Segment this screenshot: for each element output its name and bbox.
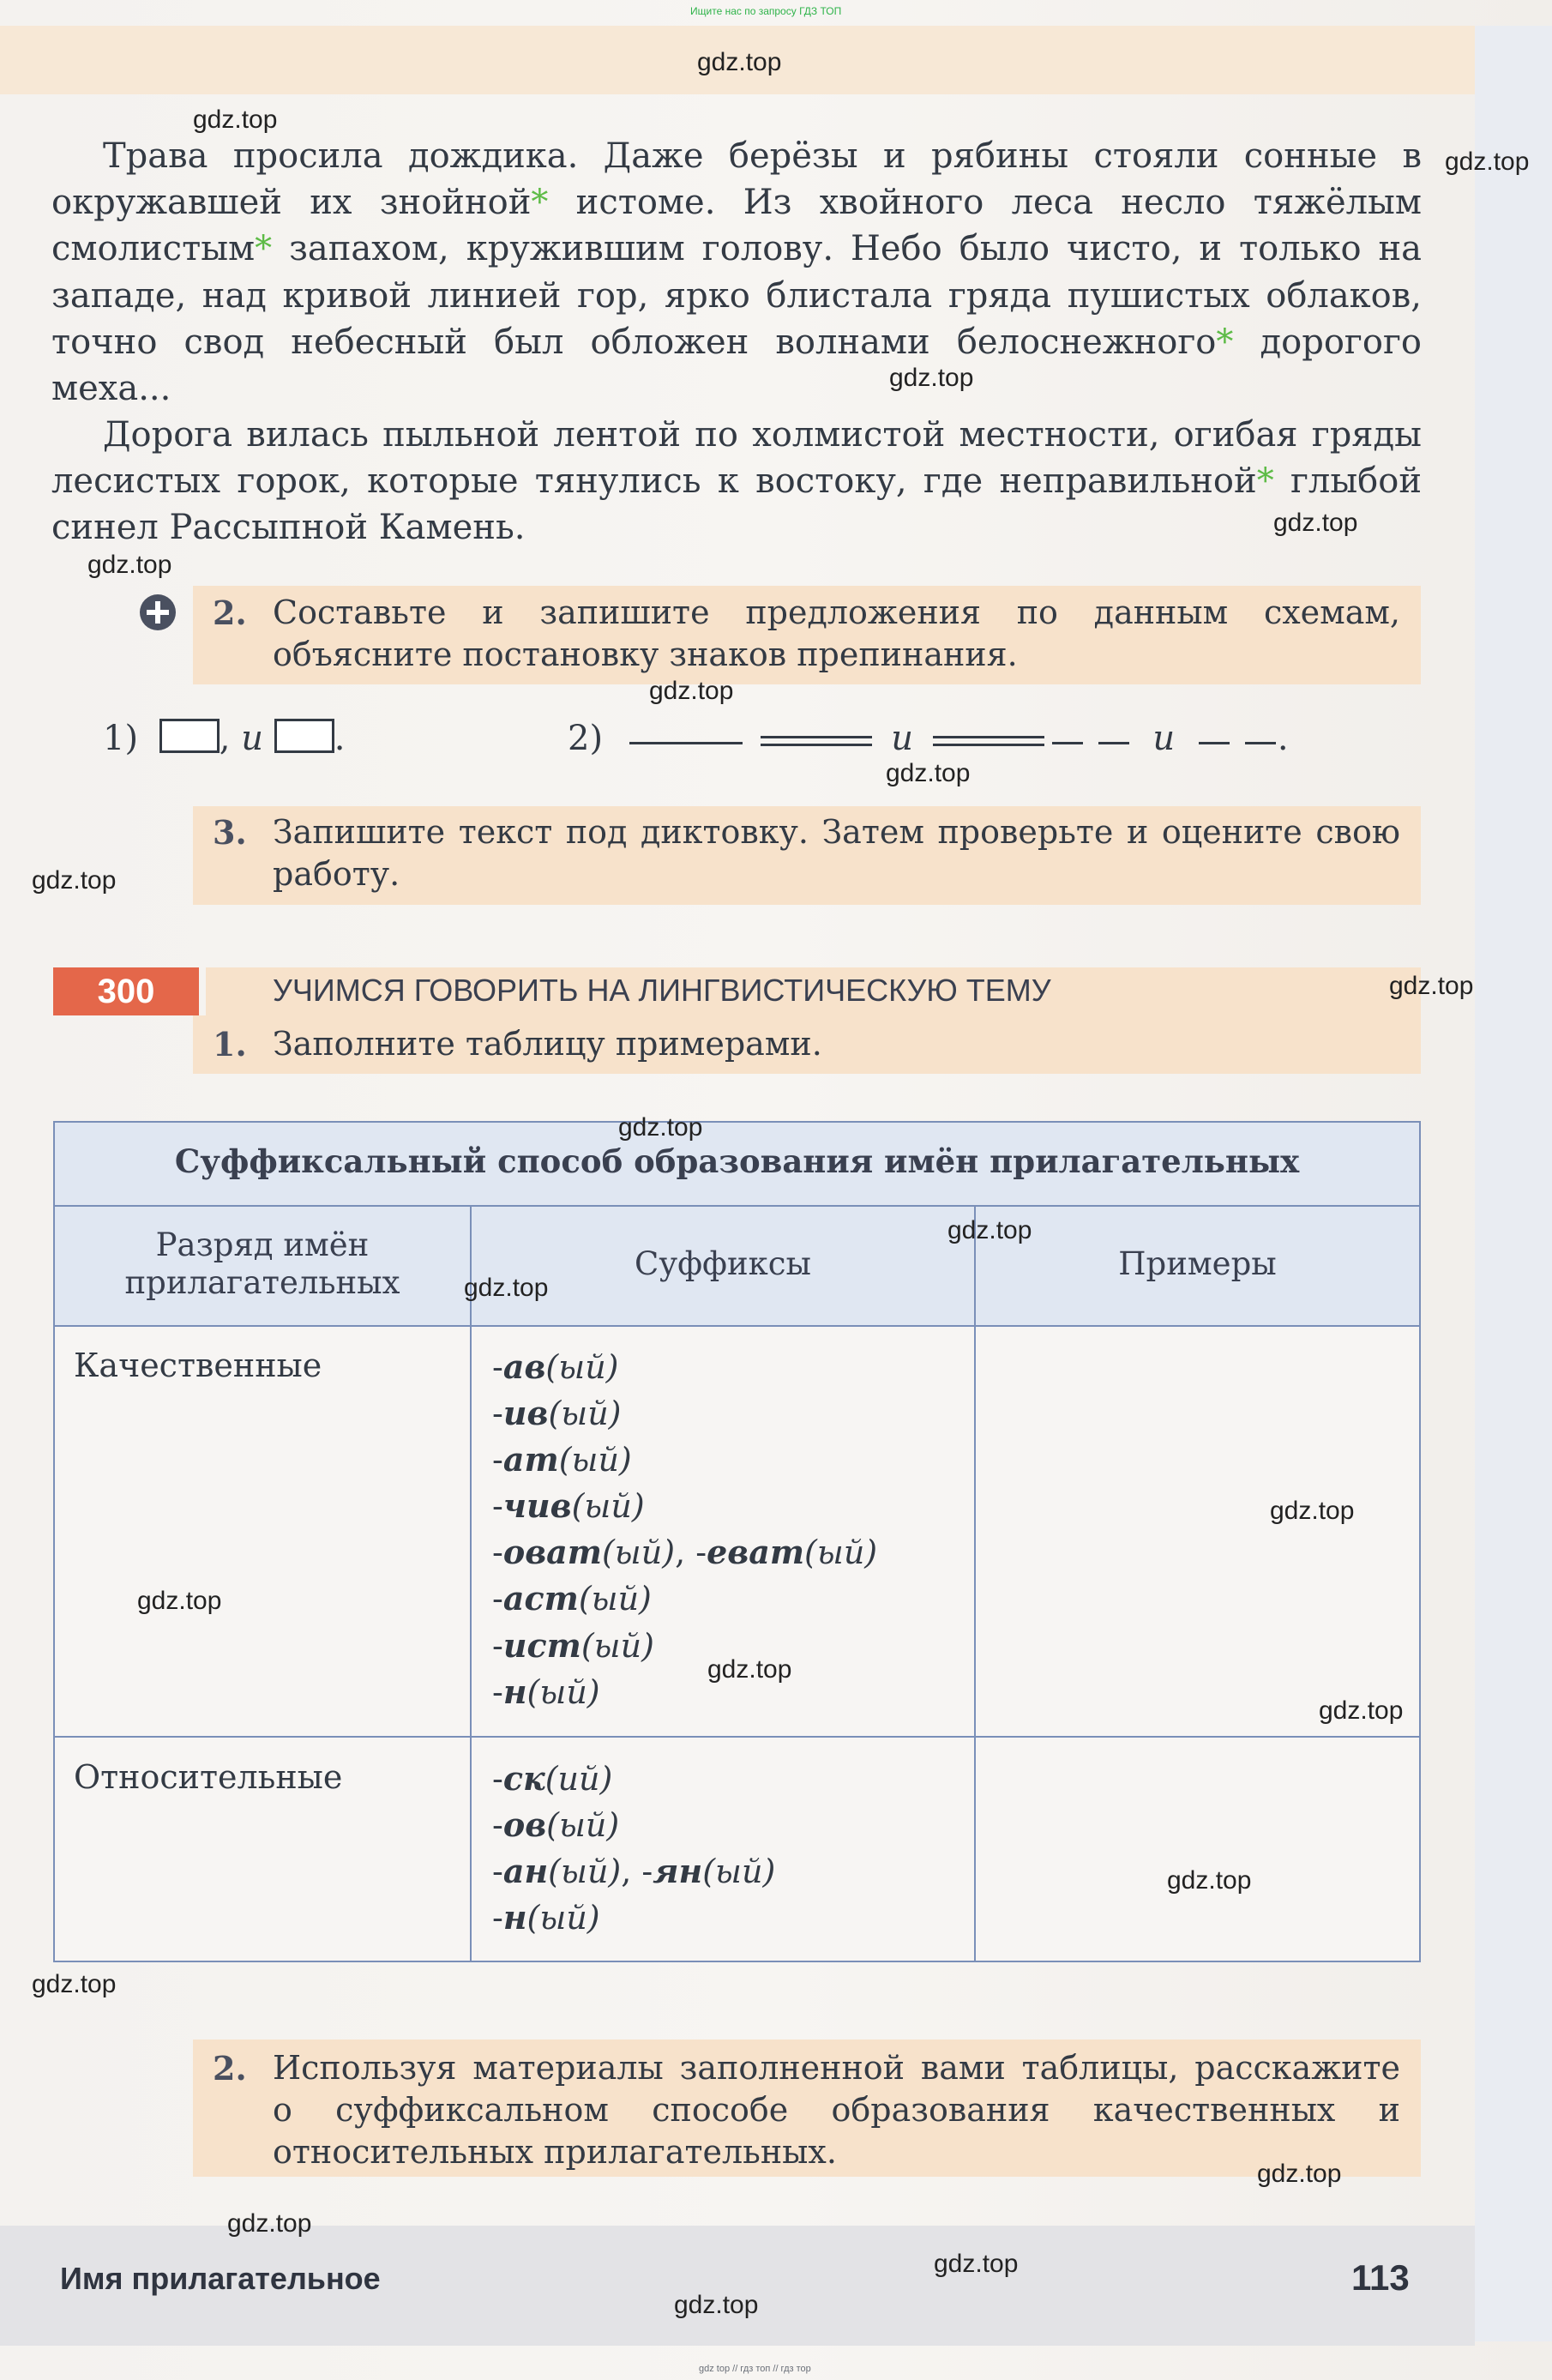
watermark: gdz.top [1270, 1497, 1355, 1525]
schema-dot: . [334, 719, 346, 758]
conjunction-i: и [241, 719, 263, 758]
paragraph-1-part-3: запахом, кружившим голову. Небо было чисто, и только на западе, над кривой линией гор, ярко блистала гряда пушистых облаков, точно свод небесный был обложен волнами белоснежного [51, 229, 1422, 362]
watermark: gdz.top [697, 48, 782, 76]
section-number-badge: 300 [53, 967, 199, 1015]
paragraph-1-part-1: Трава просила дождика. Даже берёзы и рябины стояли сонные в окружавшей их знойной [51, 136, 1422, 223]
subject-line [629, 742, 743, 744]
task-300-2-number: 2. [213, 2049, 247, 2088]
watermark: gdz.top [1445, 148, 1530, 176]
section-title: УЧИМСЯ ГОВОРИТЬ НА ЛИНГВИСТИЧЕСКУЮ ТЕМУ [273, 973, 1051, 1008]
suffix-item: -ив(ый) [492, 1394, 622, 1433]
suffix-item: -чив(ый) [492, 1486, 645, 1526]
watermark: gdz.top [1389, 972, 1474, 1000]
watermark: gdz.top [1167, 1866, 1252, 1895]
page-number: 113 [1351, 2257, 1410, 2298]
table-border-top [53, 1121, 1421, 1123]
watermark: gdz.top [1273, 509, 1358, 537]
task-1-text: Заполните таблицу примерами. [273, 1025, 822, 1063]
paragraph-1-part-4: дорогого меха... [51, 322, 1422, 409]
watermark: gdz.top [707, 1655, 792, 1684]
suffix-list-qualitative [492, 1344, 877, 1715]
suffix-item: -ск(ий) [492, 1759, 613, 1798]
watermark: gdz.top [649, 677, 734, 705]
suffix-list-relative [492, 1756, 775, 1941]
table-border-right [1419, 1121, 1421, 1962]
suffix-item: -ав(ый) [492, 1347, 619, 1386]
text-paragraph-2 [51, 412, 1422, 551]
asterisk-mark: * [1256, 461, 1274, 502]
column-header-category-line-2: прилагательных [124, 1264, 400, 1301]
task-300-2-text: Используя материалы заполненной вами таблицы, расскажите о суффиксальном способе образования качественных и относительных прилагательных. [273, 2049, 1400, 2171]
suffix-item: -аст(ый) [492, 1579, 652, 1618]
header-note: Ищите нас по запросу ГДЗ ТОП [690, 5, 842, 17]
paragraph-2-part-1: Дорога вилась пыльной лентой по холмистой местности, огибая гряды лесистых горок, которые тянулись к востоку, где неправильной [51, 415, 1422, 502]
dash-line [1245, 742, 1276, 744]
schema-1-number: 1) [103, 719, 139, 758]
suffix-item: -ат(ый) [492, 1440, 632, 1479]
suffix-item: -ист(ый) [492, 1625, 654, 1665]
text-paragraph-1 [51, 133, 1422, 412]
suffix-item: -оват(ый), -еват(ый) [492, 1533, 878, 1572]
table-divider [53, 1736, 1421, 1738]
table-title: Суффиксальный способ образования имён прилагательных [174, 1142, 1300, 1180]
table-divider [53, 1205, 1421, 1207]
watermark: gdz.top [947, 1216, 1032, 1244]
footer-note: gdz top // гдз топ // гдз тор [699, 2364, 811, 2374]
schema-2-number: 2) [568, 719, 604, 758]
clause-box [159, 719, 220, 753]
task-2-text: Составьте и запишите предложения по данным схемам, объясните постановку знаков препинания. [273, 593, 1400, 673]
column-header-category [55, 1226, 470, 1302]
plus-circle-icon [138, 593, 177, 632]
paragraph-1-part-2: истоме. Из хвойного леса несло тяжёлым смолистым [51, 183, 1422, 269]
asterisk-mark: * [1216, 322, 1234, 362]
watermark: gdz.top [137, 1587, 222, 1615]
watermark: gdz.top [464, 1274, 549, 1302]
dash-line [1052, 742, 1083, 744]
schema-1 [103, 719, 345, 758]
schema-comma: , [219, 719, 231, 758]
asterisk-mark: * [531, 183, 549, 223]
watermark: gdz.top [674, 2291, 759, 2319]
column-header-category-line-1: Разряд имён [155, 1226, 370, 1263]
suffix-item: -н(ый) [492, 1672, 600, 1711]
table-column-divider [470, 1205, 472, 1962]
task-1-number: 1. [213, 1025, 247, 1063]
watermark: gdz.top [87, 551, 172, 579]
clause-box [274, 719, 334, 753]
suffix-item: -ан(ый), -ян(ый) [492, 1852, 776, 1891]
table-column-divider [974, 1205, 976, 1962]
schema-2 [568, 719, 1289, 758]
asterisk-mark: * [255, 229, 273, 269]
footer-chapter-title: Имя прилагательное [60, 2261, 381, 2296]
task-3-number: 3. [213, 813, 247, 852]
table-border-bottom [53, 1961, 1421, 1962]
schema-dot: . [1277, 719, 1289, 758]
paragraph-2-part-2: глыбой синел Рассыпной Камень. [51, 461, 1423, 548]
dash-line [1098, 742, 1129, 744]
row-label-relative: Относительные [74, 1758, 343, 1796]
watermark: gdz.top [1257, 2160, 1342, 2188]
row-label-qualitative: Качественные [74, 1347, 322, 1384]
conjunction-i: и [1152, 719, 1176, 758]
watermark: gdz.top [886, 759, 971, 787]
dash-line [1199, 742, 1230, 744]
task-2-number: 2. [213, 593, 247, 632]
watermark: gdz.top [193, 105, 278, 134]
watermark: gdz.top [32, 866, 117, 895]
watermark: gdz.top [618, 1113, 703, 1142]
page-edge [1475, 26, 1552, 2341]
column-header-examples: Примеры [1118, 1245, 1277, 1282]
suffix-item: -ов(ый) [492, 1805, 620, 1845]
column-header-suffixes: Суффиксы [635, 1245, 811, 1282]
task-3-text: Запишите текст под диктовку. Затем проверьте и оцените свою работу. [273, 813, 1400, 893]
predicate-line [761, 736, 872, 746]
watermark: gdz.top [1319, 1696, 1404, 1725]
conjunction-i: и [891, 719, 913, 758]
table-divider [53, 1325, 1421, 1327]
predicate-line [933, 736, 1044, 746]
watermark: gdz.top [889, 364, 974, 392]
suffix-item: -н(ый) [492, 1898, 600, 1937]
watermark: gdz.top [934, 2250, 1019, 2278]
watermark: gdz.top [32, 1970, 117, 1998]
watermark: gdz.top [227, 2209, 312, 2238]
